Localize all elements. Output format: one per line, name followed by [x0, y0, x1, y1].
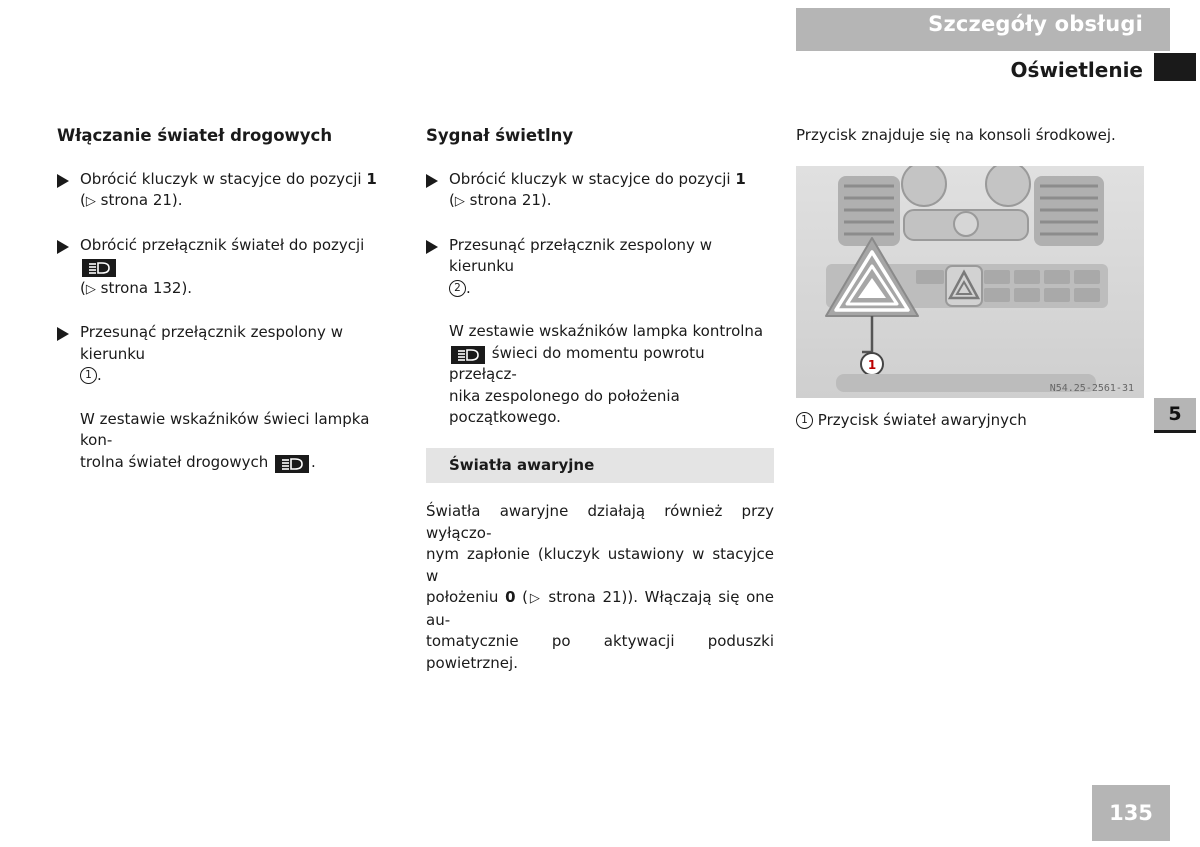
flash-signal-note: W zestawie wskaźników lampka kontrolna świeci do momentu powrotu przełącz- nika zespolonego do położenia początkowego. [449, 322, 764, 426]
direction-1-callout: 1 [80, 367, 97, 384]
figure-code: N54.25-2561-31 [1049, 383, 1134, 394]
page-reference-link[interactable]: strona 21). [100, 191, 183, 209]
high-beam-note: W zestawie wskaźników świeci lampka kon- trolna świateł drogowych . [80, 409, 370, 471]
high-beam-step-1: Obrócić kluczyk w stacyjce do pozycji 1 (▷ strona 21). [57, 169, 405, 213]
center-console-photo [796, 166, 1144, 398]
caption-callout-number: 1 [796, 412, 813, 429]
page-reference-link[interactable]: strona 132). [100, 278, 193, 297]
column-hazard-button [796, 125, 1146, 147]
subsection-marker [1154, 53, 1196, 81]
step-arrow-icon [57, 174, 69, 188]
high-beam-symbol-icon [82, 259, 116, 277]
page-reference-link[interactable]: strona 21)). Włączają się one au- [426, 588, 774, 629]
step-arrow-icon [426, 174, 438, 188]
figure-caption [796, 410, 1146, 432]
page-number: 135 [1092, 785, 1170, 841]
step-arrow-icon [57, 240, 69, 254]
column-flash-signal [426, 125, 774, 674]
high-beam-step-3: Przesunąć przełącznik zespolony w kierunku 1 . [57, 322, 405, 387]
flash-signal-step-1: Obrócić kluczyk w stacyjce do pozycji 1 (▷ strona 21). [426, 169, 774, 213]
section-title: Szczegóły obsługi [928, 12, 1143, 36]
page-reference-triangle-icon: ▷ [454, 194, 465, 209]
subsection-title: Oświetlenie [1010, 58, 1143, 82]
step-arrow-icon [426, 240, 438, 254]
page-reference-triangle-icon: ▷ [85, 281, 96, 297]
page-reference-triangle-icon: ▷ [528, 591, 542, 606]
flash-signal-step-2: Przesunąć przełącznik zespolony w kierunku 2 . [426, 235, 774, 300]
column-high-beam [57, 125, 405, 473]
high-beam-indicator-icon [275, 455, 309, 473]
caption-text: Przycisk świateł awaryjnych [817, 411, 1027, 429]
photo-callout-label: 1 [867, 358, 877, 372]
high-beam-heading: Włączanie świateł drogowych [57, 126, 333, 145]
chapter-tab: 5 [1154, 398, 1196, 433]
step-arrow-icon [57, 327, 69, 341]
page-reference-link[interactable]: strona 21). [469, 191, 552, 209]
high-beam-step-2: Obrócić przełącznik świateł do pozycji (▷ strona 132). [57, 235, 405, 301]
flash-signal-heading: Sygnał świetlny [426, 126, 574, 145]
page-reference-triangle-icon: ▷ [85, 194, 96, 209]
hazard-lights-heading: Światła awaryjne [426, 448, 774, 484]
hazard-lights-paragraph: Światła awaryjne działają również przy wyłączo- nym zapłonie (kluczyk ustawiony w stacyjce w położeniu 0 (▷ strona 21)). Włączają się one au- tomatycznie po aktywacji poduszki powietrznej. [426, 502, 774, 672]
high-beam-indicator-icon [451, 346, 485, 364]
hazard-button-location-text: Przycisk znajduje się na konsoli środkowej. [796, 126, 1116, 144]
direction-2-callout: 2 [449, 280, 466, 297]
